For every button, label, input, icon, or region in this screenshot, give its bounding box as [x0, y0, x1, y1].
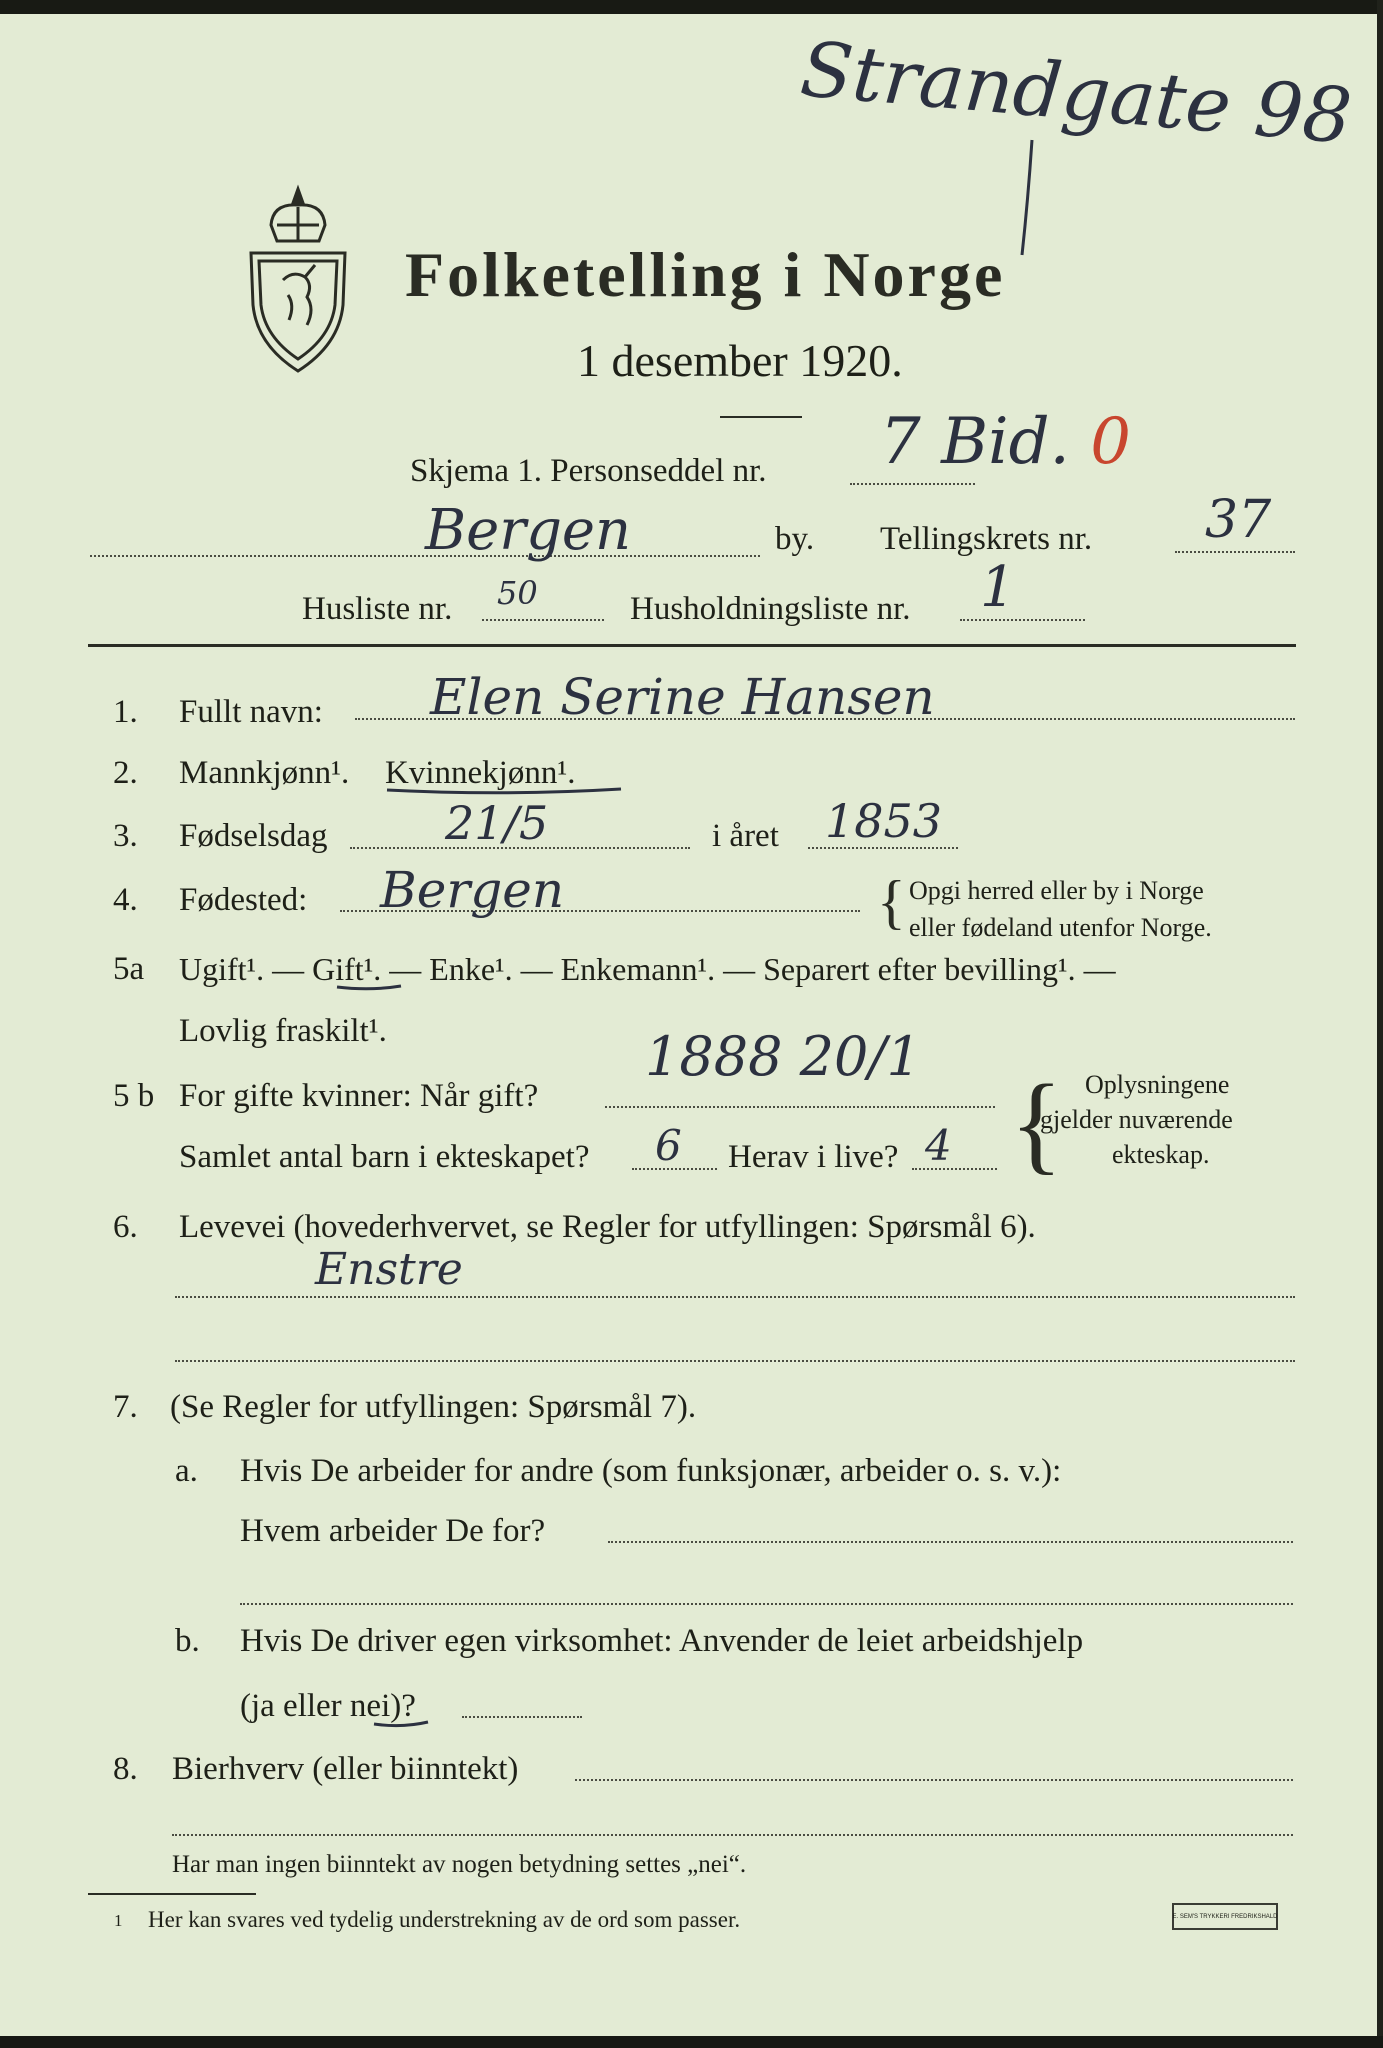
q1-value: Elen Serine Hansen	[430, 668, 935, 726]
handwritten-address: Strandgate 98	[797, 24, 1356, 161]
q5a-options-cont: Lovlig fraskilt¹.	[179, 1013, 387, 1049]
q3-label: Fødselsdag	[179, 818, 328, 854]
scan-edge-right	[1377, 0, 1383, 2048]
q3-value: 21/5	[445, 796, 549, 850]
q7a-sub-label: Hvem arbeider De for?	[240, 1513, 546, 1549]
q7b-number: b.	[175, 1623, 200, 1659]
footnote-text: Her kan svares ved tydelig understrekning av de ord som passer.	[148, 1907, 741, 1932]
q4-note-2: eller fødeland utenfor Norge.	[909, 913, 1212, 942]
q7-label: (Se Regler for utfyllingen: Spørsmål 7).	[170, 1389, 697, 1425]
q8-number: 8.	[113, 1751, 138, 1787]
q6-dots-1	[175, 1296, 1295, 1298]
coat-of-arms-icon	[243, 185, 353, 375]
q5b-note-3: ekteskap.	[1112, 1140, 1210, 1169]
q7-number: 7.	[113, 1389, 138, 1425]
q6-dots-2	[175, 1360, 1295, 1362]
printer-stamp-text: E. SEM'S TRYKKERI FREDRIKSHALD	[1172, 1913, 1278, 1920]
q5b-label: For gifte kvinner: Når gift?	[179, 1078, 539, 1114]
q7a-dots-1	[608, 1541, 1293, 1543]
q3-number: 3.	[113, 818, 138, 854]
krets-value: 37	[1205, 490, 1272, 550]
q7a-dots-2	[240, 1603, 1293, 1605]
krets-dots	[1175, 551, 1295, 553]
q8-dots-2	[172, 1834, 1293, 1836]
q1-number: 1.	[113, 694, 138, 730]
q3-year-label: i året	[712, 818, 779, 854]
q6-value: Enstre	[315, 1244, 463, 1295]
schema-dots	[850, 483, 975, 485]
header-divider	[88, 644, 1296, 647]
q7b-label: Hvis De driver egen virksomhet: Anvender de leiet arbeidshjelp	[240, 1623, 1084, 1659]
q6-label: Levevei (hovederhvervet, se Regler for utfyllingen: Spørsmål 6).	[179, 1209, 1036, 1245]
krets-label: Tellingskrets nr.	[880, 521, 1093, 557]
q5b-children-label: Samlet antal barn i ekteskapet?	[179, 1139, 590, 1175]
q8-dots-1	[575, 1779, 1293, 1781]
printer-stamp	[1172, 1903, 1278, 1930]
q4-label: Fødested:	[179, 882, 308, 918]
schema-label: Skjema 1. Personseddel nr.	[410, 453, 767, 489]
q5b-alive-value: 4	[925, 1121, 952, 1170]
q7b-dots	[462, 1716, 582, 1718]
husliste-dots	[482, 619, 604, 621]
husholdning-dots	[960, 619, 1085, 621]
q5b-value: 1888 20/1	[645, 1025, 921, 1088]
q5b-alive-label: Herav i live?	[728, 1139, 899, 1175]
title-divider	[720, 416, 802, 418]
q5b-note-2: gjelder nuværende	[1040, 1105, 1233, 1134]
q5b-dots	[605, 1106, 995, 1108]
q5b-number: 5 b	[113, 1078, 155, 1114]
q4-brace: {	[877, 869, 906, 935]
q2-number: 2.	[113, 755, 138, 791]
q7b-sub-label: (ja eller nei)?	[240, 1688, 416, 1724]
address-stroke	[1020, 140, 1040, 260]
scan-edge-bottom	[0, 2036, 1383, 2048]
census-date: 1 desember 1920.	[577, 335, 903, 386]
schema-value-red-zero: 0	[1090, 405, 1131, 479]
q4-note-1: Opgi herred eller by i Norge	[909, 876, 1204, 905]
form-title: Folketelling i Norge	[405, 239, 1006, 310]
q7a-label: Hvis De arbeider for andre (som funksjonær, arbeider o. s. v.):	[240, 1453, 1062, 1489]
q5a-options: Ugift¹. — Gift¹. — Enke¹. — Enkemann¹. — Separert efter bevilling¹. —	[179, 951, 1116, 987]
city-suffix: by.	[775, 521, 815, 557]
q5b-brace: {	[1010, 1062, 1063, 1184]
footnote-divider	[88, 1893, 256, 1895]
footnote-number: 1	[114, 1911, 123, 1930]
q8-label: Bierhverv (eller biinntekt)	[172, 1751, 519, 1787]
q5a-underline-mark	[335, 983, 405, 993]
scan-edge-top	[0, 0, 1383, 14]
husliste-value: 50	[497, 574, 538, 612]
q7b-underline-mark	[372, 1718, 432, 1730]
q5a-number: 5a	[113, 951, 145, 987]
city-value: Bergen	[425, 498, 632, 563]
q5b-children-value: 6	[655, 1121, 682, 1170]
husholdning-label: Husholdningsliste nr.	[630, 591, 911, 627]
husliste-label: Husliste nr.	[302, 591, 453, 627]
q2-option-female: Kvinnekjønn¹.	[385, 755, 576, 791]
schema-value: 7 Bid. 0	[880, 405, 1131, 479]
q5b-note-1: Oplysningene	[1085, 1070, 1230, 1099]
q7a-number: a.	[175, 1453, 198, 1489]
footer-note: Har man ingen biinntekt av nogen betydning settes „nei“.	[172, 1851, 747, 1878]
husholdning-value: 1	[980, 555, 1016, 620]
q1-label: Fullt navn:	[179, 694, 323, 730]
q2-option-male: Mannkjønn¹.	[179, 755, 350, 791]
q3-year-value: 1853	[825, 794, 943, 848]
q6-number: 6.	[113, 1209, 138, 1245]
q4-value: Bergen	[380, 861, 565, 919]
q4-number: 4.	[113, 882, 138, 918]
